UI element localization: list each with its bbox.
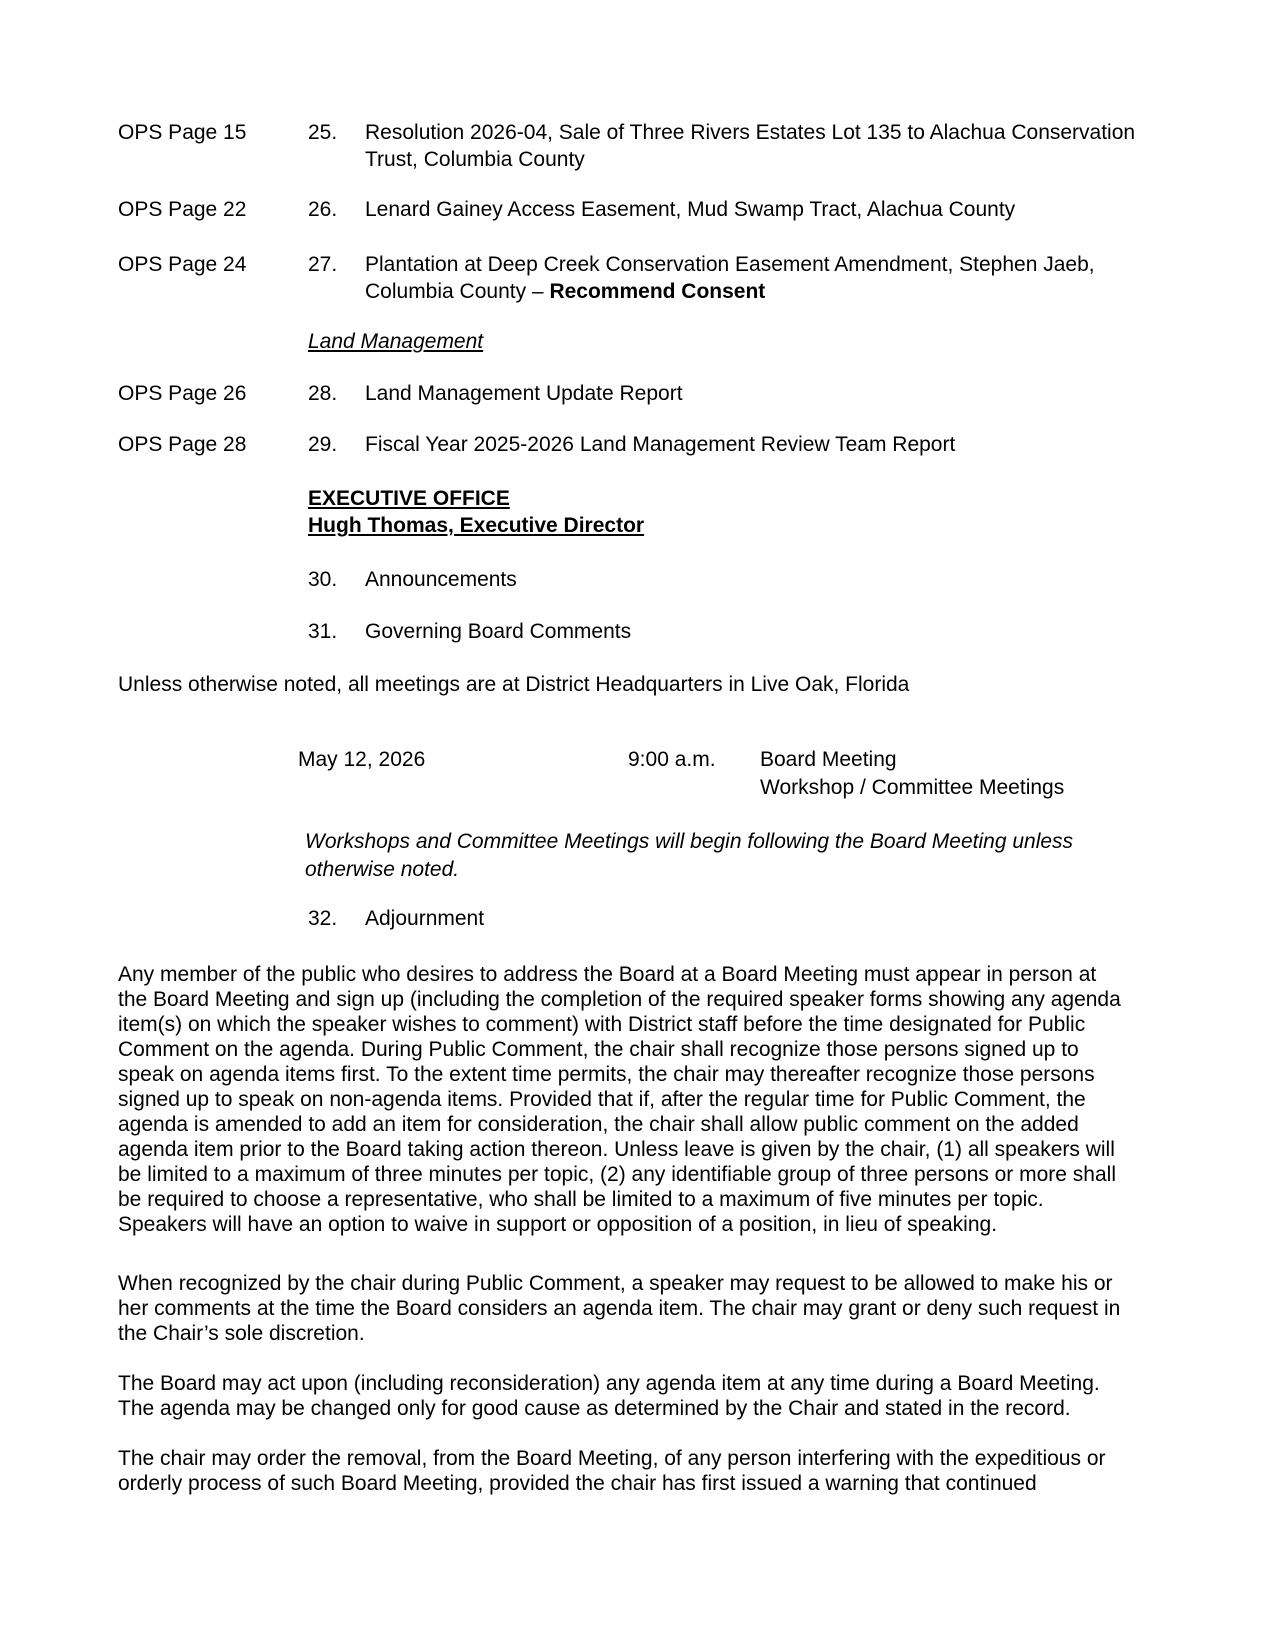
executive-director-name: Hugh Thomas, Executive Director bbox=[308, 514, 645, 537]
agenda-item-text-plain: Plantation at Deep Creek Conservation Easement Amendment, Stephen Jaeb, Columbia County – bbox=[365, 253, 1095, 303]
meeting-location-note: Unless otherwise noted, all meetings are at District Headquarters in Live Oak, Florida bbox=[118, 673, 910, 696]
agenda-item-text: Announcements bbox=[365, 568, 517, 591]
spacer-cell bbox=[118, 905, 308, 932]
next-meeting-event-line: Workshop / Committee Meetings bbox=[760, 776, 1065, 799]
public-comment-rules-paragraph: The chair may order the removal, from the Board Meeting, of any person interfering with the expeditious or orderly process of such Board Meeting, provided the chair has first issued a warning that continued bbox=[118, 1447, 1106, 1495]
spacer-cell bbox=[118, 746, 298, 802]
agenda-item-row bbox=[118, 196, 1185, 223]
agenda-item-number: 28. bbox=[308, 382, 338, 405]
section-heading-executive-office bbox=[308, 485, 1185, 539]
agenda-item-number: 30. bbox=[308, 568, 338, 591]
agenda-item-number: 27. bbox=[308, 253, 338, 276]
agenda-item-text: Land Management Update Report bbox=[365, 382, 683, 405]
spacer-cell bbox=[118, 618, 308, 645]
agenda-item-number: 29. bbox=[308, 433, 338, 456]
next-meeting-events bbox=[760, 746, 1185, 802]
agenda-item-row bbox=[118, 566, 1185, 593]
agenda-item-row bbox=[118, 618, 1185, 645]
next-meeting-row bbox=[118, 746, 1185, 802]
section-heading-land-management: Land Management bbox=[308, 330, 484, 353]
agenda-item-text: Lenard Gainey Access Easement, Mud Swamp Tract, Alachua County bbox=[365, 198, 1016, 221]
public-comment-rules-paragraph: Any member of the public who desires to address the Board at a Board Meeting must appear in person at the Board Meeting and sign up (including the completion of the required speaker forms showing any agenda item(s) on which the speaker wishes to comment) with District staff before the time designated for Public Comment on the agenda. During Public Comment, the chair shall recognize those persons signed up to speak on agenda items first. To the extent time permits, the chair may thereafter recognize those persons signed up to speak on non-agenda items. Provided that if, after the regular time for Public Comment, the agenda is amended to add an item for consideration, the chair shall allow public comment on the added agenda item prior to the Board taking action thereon. Unless leave is given by the chair, (1) all speakers will be limited to a maximum of three minutes per topic, (2) any identifiable group of three persons or more shall be required to choose a representative, who shall be limited to a maximum of five minutes per topic. Speakers will have an option to waive in support or opposition of a position, in lieu of speaking. bbox=[118, 963, 1121, 1236]
agenda-item-number: 26. bbox=[308, 198, 338, 221]
next-meeting-time: 9:00 a.m. bbox=[628, 748, 716, 771]
next-meeting-date: May 12, 2026 bbox=[298, 748, 426, 771]
agenda-item-number: 32. bbox=[308, 907, 338, 930]
agenda-item-row bbox=[118, 119, 1185, 173]
agenda-item-text: Adjournment bbox=[365, 907, 485, 930]
agenda-item-number: 25. bbox=[308, 121, 338, 144]
ops-page-ref: OPS Page 24 bbox=[118, 253, 247, 276]
agenda-item-row bbox=[118, 431, 1185, 458]
ops-page-ref: OPS Page 15 bbox=[118, 121, 247, 144]
agenda-item-text: Resolution 2026-04, Sale of Three Rivers Estates Lot 135 to Alachua Conservation Trust, Columbia County bbox=[365, 121, 1136, 171]
next-meeting-event-line: Board Meeting bbox=[760, 748, 897, 771]
workshops-schedule-note: Workshops and Committee Meetings will begin following the Board Meeting unless otherwise noted. bbox=[305, 830, 1074, 881]
ops-page-ref: OPS Page 22 bbox=[118, 198, 247, 221]
executive-office-title: EXECUTIVE OFFICE bbox=[308, 487, 510, 510]
agenda-item-text bbox=[365, 251, 1185, 305]
recommend-consent-note: Recommend Consent bbox=[549, 280, 766, 303]
agenda-item-number: 31. bbox=[308, 620, 338, 643]
spacer-cell bbox=[118, 566, 308, 593]
public-comment-rules-paragraph: The Board may act upon (including reconsideration) any agenda item at any time during a Board Meeting. The agenda may be changed only for good cause as determined by the Chair and stated in the record. bbox=[118, 1372, 1100, 1420]
ops-page-ref: OPS Page 28 bbox=[118, 433, 247, 456]
agenda-item-text: Fiscal Year 2025-2026 Land Management Review Team Report bbox=[365, 433, 956, 456]
agenda-item-text: Governing Board Comments bbox=[365, 620, 632, 643]
ops-page-ref: OPS Page 26 bbox=[118, 382, 247, 405]
public-comment-rules-paragraph: When recognized by the chair during Public Comment, a speaker may request to be allowed to make his or her comments at the time the Board considers an agenda item. The chair may grant or deny such request in the Chair’s sole discretion. bbox=[118, 1272, 1121, 1345]
agenda-item-row bbox=[118, 905, 1185, 932]
agenda-item-row bbox=[118, 380, 1185, 407]
agenda-item-row bbox=[118, 251, 1185, 305]
